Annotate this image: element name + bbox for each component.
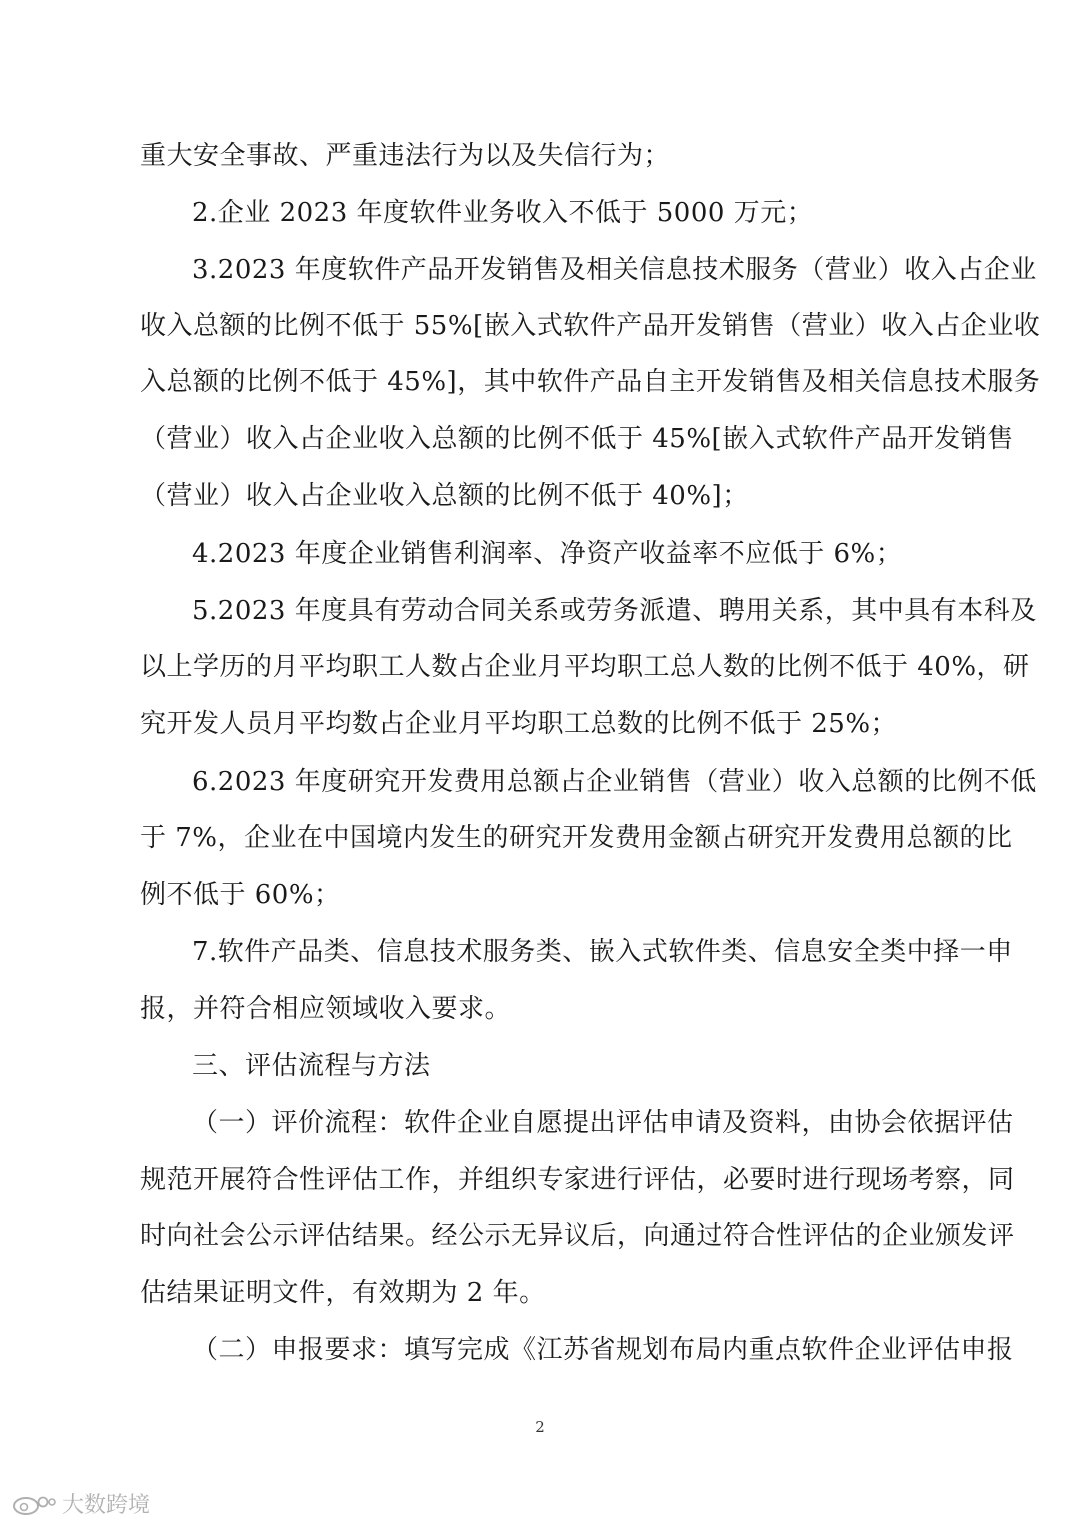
text-line: 6.2023 年度研究开发费用总额占企业销售（营业）收入总额的比例不低 (192, 767, 1037, 797)
text-line: 4.2023 年度企业销售利润率、净资产收益率不应低于 6%； (192, 539, 903, 569)
text-line: （二）申报要求：填写完成《江苏省规划布局内重点软件企业评估申报 (192, 1335, 1014, 1365)
page-number: 2 (535, 1418, 545, 1436)
section-heading: 三、评估流程与方法 (192, 1051, 431, 1081)
text-line: 于 7%，企业在中国境内发生的研究开发费用金额占研究开发费用总额的比 (140, 823, 1013, 853)
text-line: 究开发人员月平均数占企业月平均职工总数的比例不低于 25%； (140, 709, 898, 739)
text-line: （营业）收入占企业收入总额的比例不低于 40%]； (140, 481, 749, 511)
text-line: 估结果证明文件，有效期为 2 年。 (140, 1278, 546, 1308)
text-line: 3.2023 年度软件产品开发销售及相关信息技术服务（营业）收入占企业 (192, 255, 1037, 285)
text-line: 7.软件产品类、信息技术服务类、嵌入式软件类、信息安全类中择一申 (192, 937, 1013, 967)
watermark (12, 1488, 150, 1518)
text-line: （一）评价流程：软件企业自愿提出评估申请及资料，由协会依据评估 (192, 1108, 1014, 1138)
text-line: 收入总额的比例不低于 55%[嵌入式软件产品开发销售（营业）收入占企业收 (140, 311, 1041, 341)
text-line: （营业）收入占企业收入总额的比例不低于 45%[嵌入式软件产品开发销售 (140, 424, 1014, 454)
text-line: 入总额的比例不低于 45%]，其中软件产品自主开发销售及相关信息技术服务 (140, 367, 1041, 397)
text-line: 报，并符合相应领域收入要求。 (140, 994, 512, 1024)
text-line: 5.2023 年度具有劳动合同关系或劳务派遣、聘用关系，其中具有本科及 (192, 596, 1037, 626)
text-line: 以上学历的月平均职工人数占企业月平均职工总人数的比例不低于 40%，研 (140, 652, 1030, 682)
weibo-logo-icon (12, 1490, 56, 1516)
text-line: 重大安全事故、严重违法行为以及失信行为； (140, 141, 671, 171)
text-line: 例不低于 60%； (140, 880, 341, 910)
text-line: 2.企业 2023 年度软件业务收入不低于 5000 万元； (192, 198, 814, 228)
text-line: 规范开展符合性评估工作，并组织专家进行评估，必要时进行现场考察，同 (140, 1165, 1015, 1195)
watermark-text: 大数跨境 (62, 1492, 151, 1518)
text-line: 时向社会公示评估结果。经公示无异议后，向通过符合性评估的企业颁发评 (140, 1221, 1015, 1251)
